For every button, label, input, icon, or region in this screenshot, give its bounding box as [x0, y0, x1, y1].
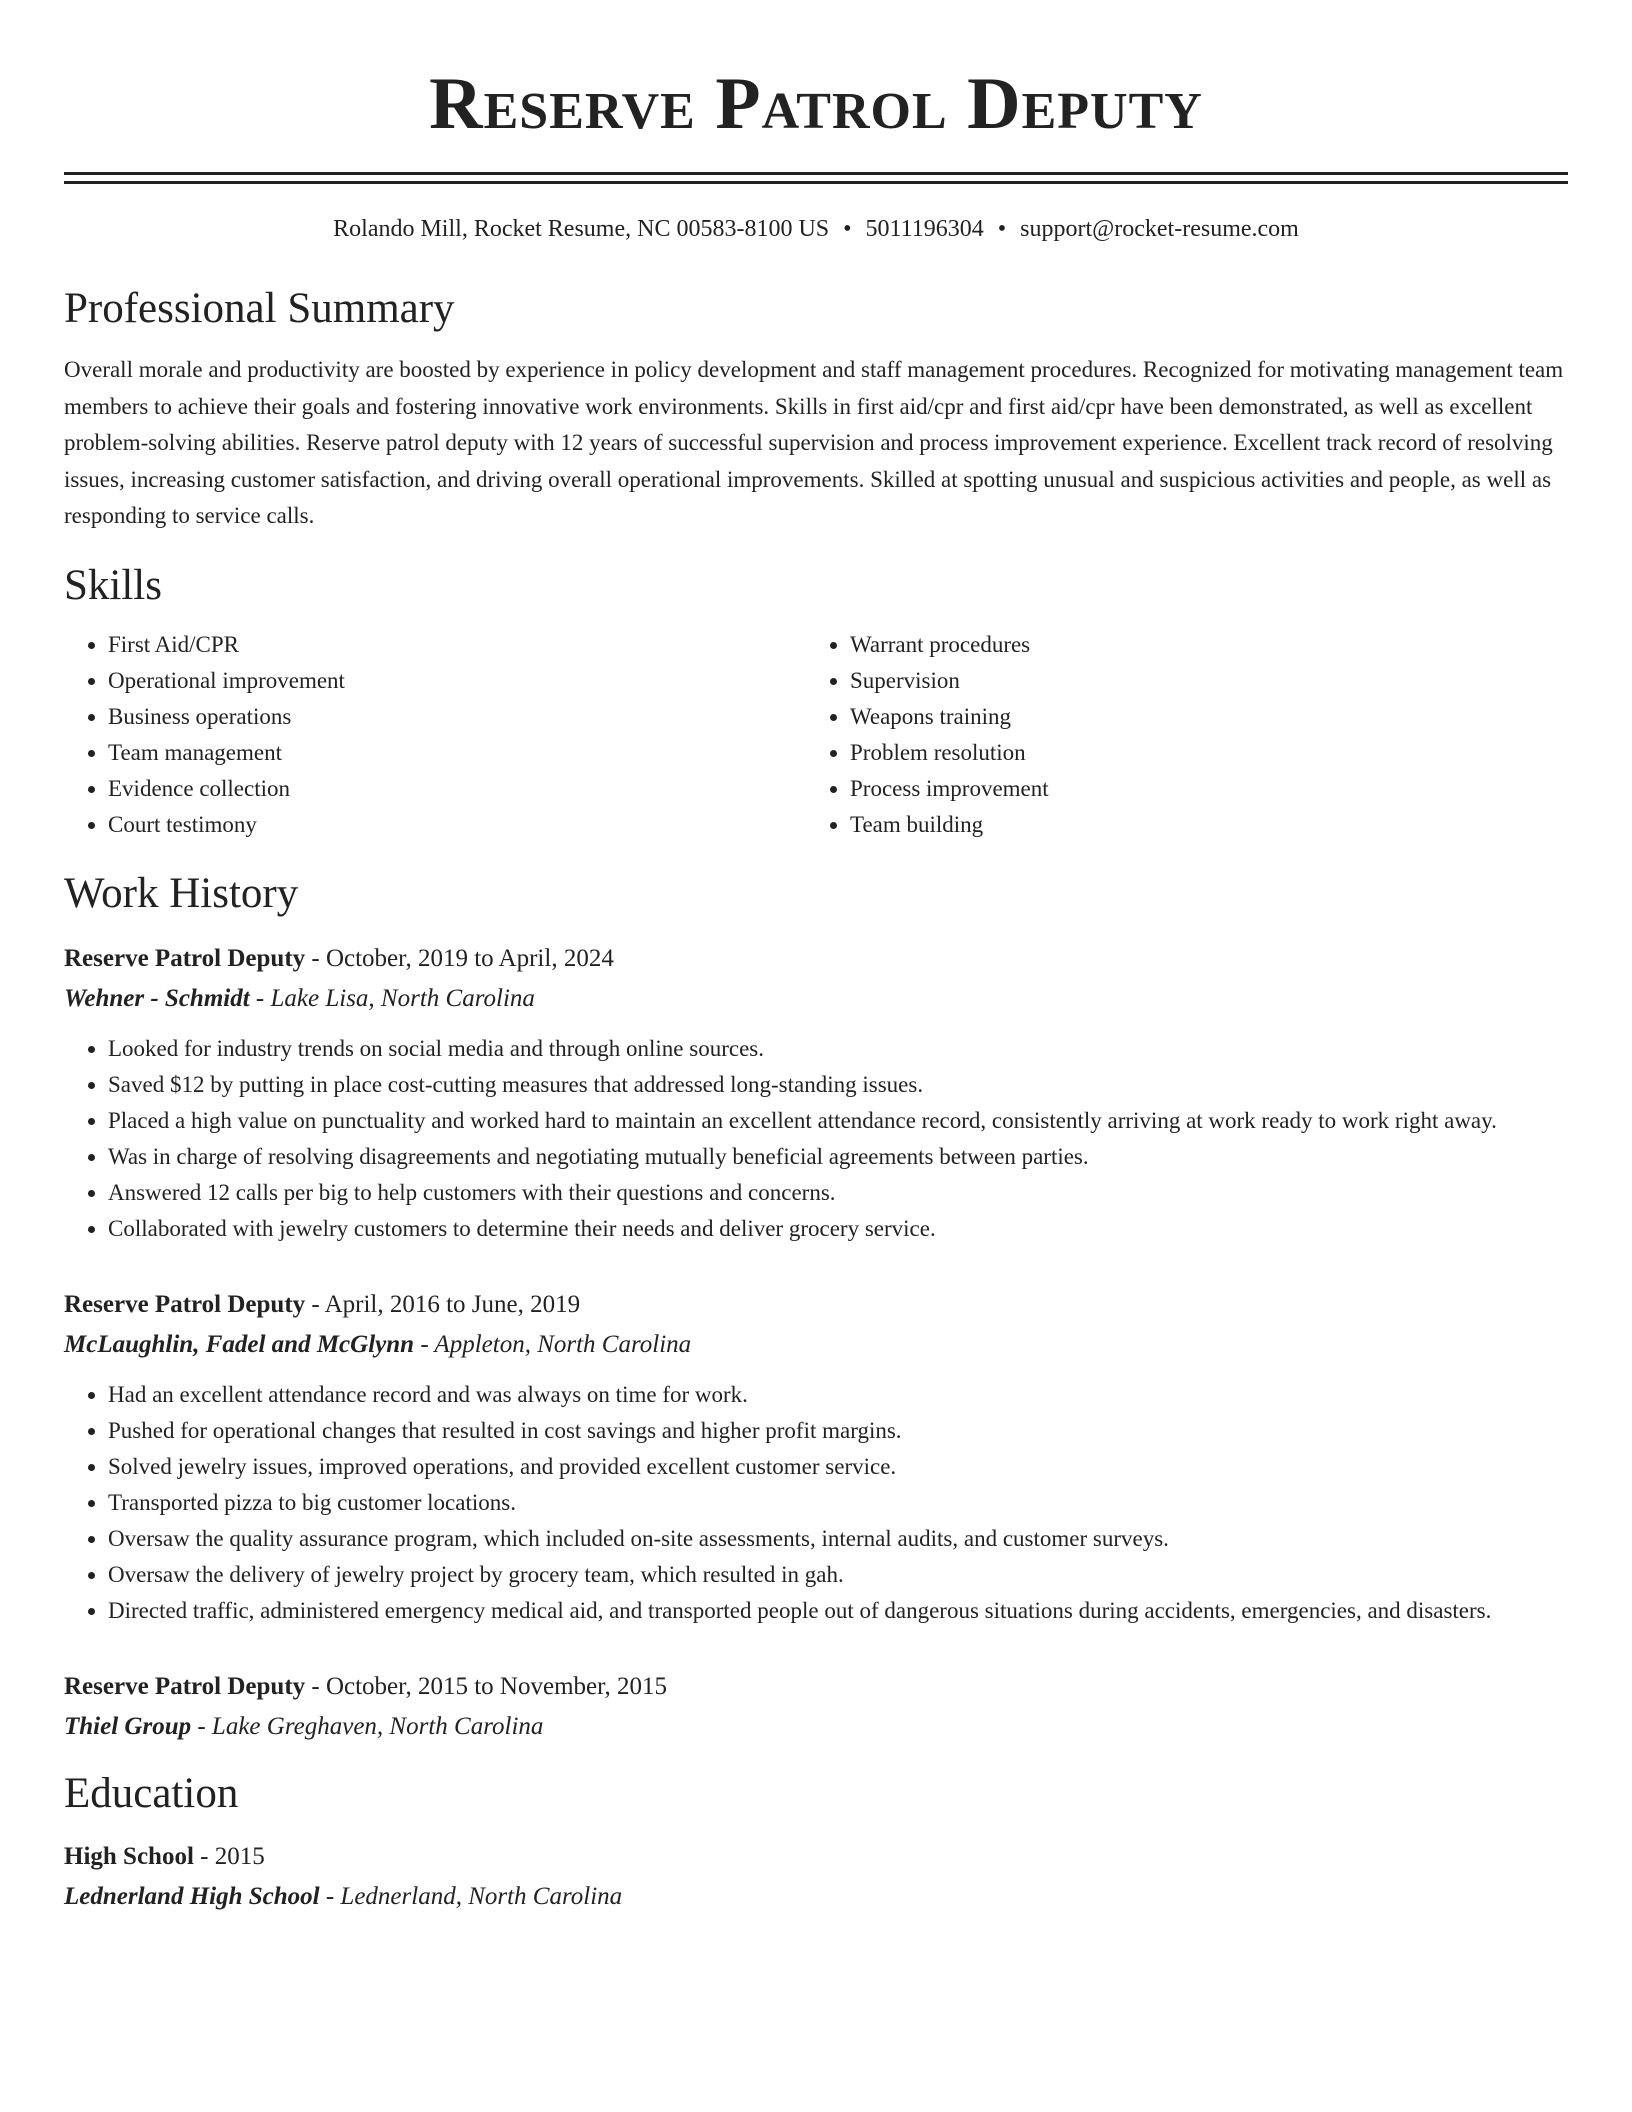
duty-item: • Solved jewelry issues, improved operations, and provided excellent customer service.	[108, 1449, 1568, 1485]
job-title-line	[64, 1285, 1568, 1325]
job-company-line	[64, 979, 1568, 1019]
education-school: Lednerland High School	[64, 1882, 320, 1910]
contact-separator: •	[997, 216, 1007, 242]
skill-item: • Process improvement	[850, 771, 1548, 807]
job-dates: - October, 2015 to November, 2015	[311, 1672, 667, 1700]
skill-item: • Business operations	[108, 699, 806, 735]
skill-item: • Warrant procedures	[850, 627, 1548, 663]
skill-item: • Evidence collection	[108, 771, 806, 807]
duty-item: • Had an excellent attendance record and was always on time for work.	[108, 1377, 1568, 1413]
job-dates: - October, 2019 to April, 2024	[311, 944, 614, 972]
job-company: McLaughlin, Fadel and McGlynn	[64, 1330, 415, 1358]
contact-phone: 5011196304	[865, 216, 984, 242]
skill-item: • Team management	[108, 735, 806, 771]
skill-item: • Court testimony	[108, 807, 806, 843]
duty-item: • Oversaw the quality assurance program, which included on-site assessments, internal audits, and customer surveys.	[108, 1521, 1568, 1557]
job-company-line	[64, 1707, 1568, 1747]
duty-item: • Oversaw the delivery of jewelry project by grocery team, which resulted in gah.	[108, 1557, 1568, 1593]
job-title-line	[64, 1667, 1568, 1707]
duty-item: • Transported pizza to big customer locations.	[108, 1485, 1568, 1521]
resume-page	[64, 0, 1568, 1917]
education-entry	[64, 1837, 1568, 1917]
education-location: - Lednerland, North Carolina	[325, 1882, 623, 1910]
skills-column-left	[64, 627, 806, 843]
contact-email: support@rocket-resume.com	[1020, 216, 1299, 242]
duty-item: • Looked for industry trends on social media and through online sources.	[108, 1031, 1568, 1067]
education-heading: Education	[64, 1769, 239, 1817]
skills-column-right	[806, 627, 1548, 843]
job-company: Thiel Group	[64, 1712, 192, 1740]
skill-item: • Problem resolution	[850, 735, 1548, 771]
job-duties	[64, 1377, 1568, 1629]
duty-item: • Placed a high value on punctuality and worked hard to maintain an excellent attendance record, consistently arriving at work ready to work right away.	[108, 1103, 1568, 1139]
job-entry	[64, 1285, 1568, 1629]
job-location: - Lake Greghaven, North Carolina	[197, 1712, 544, 1740]
summary-text: Overall morale and productivity are boosted by experience in policy development and staff management procedures. Recognized for motivating management team members to achieve their goals and fostering innovative work environments. Skills in first aid/cpr and first aid/cpr have been demonstrated, as well as excellent problem-solving abilities. Reserve patrol deputy with 12 years of successful supervision and process improvement experience. Excellent track record of resolving issues, increasing customer satisfaction, and driving overall operational improvements. Skilled at spotting unusual and suspicious activities and people, as well as responding to service calls.	[64, 357, 1564, 528]
job-company: Wehner - Schmidt	[64, 984, 250, 1012]
skill-item: • Operational improvement	[108, 663, 806, 699]
summary-heading: Professional Summary	[64, 285, 455, 332]
skill-item: • Supervision	[850, 663, 1548, 699]
education-degree: High School	[64, 1842, 194, 1870]
contact-address: Rolando Mill, Rocket Resume, NC 00583-8100 US	[333, 216, 830, 242]
education-year: - 2015	[200, 1842, 265, 1870]
job-location: - Lake Lisa, North Carolina	[255, 984, 535, 1012]
contact-separator: •	[843, 216, 852, 242]
job-location: - Appleton, North Carolina	[420, 1330, 692, 1358]
contact-line	[64, 214, 1568, 244]
duty-item: • Pushed for operational changes that resulted in cost savings and higher profit margins.	[108, 1413, 1568, 1449]
resume-title: Reserve Patrol Deputy	[429, 63, 1203, 145]
education-degree-line	[64, 1837, 1568, 1877]
job-dates: - April, 2016 to June, 2019	[311, 1290, 581, 1318]
skill-item: • Weapons training	[850, 699, 1548, 735]
duty-item: • Answered 12 calls per big to help customers with their questions and concerns.	[108, 1175, 1568, 1211]
job-title: Reserve Patrol Deputy	[64, 1290, 306, 1318]
skills-heading: Skills	[64, 561, 162, 609]
job-company-line	[64, 1325, 1568, 1365]
job-entry	[64, 939, 1568, 1247]
job-entry	[64, 1667, 1568, 1747]
job-title-line	[64, 939, 1568, 979]
duty-item: • Directed traffic, administered emergency medical aid, and transported people out of dangerous situations during accidents, emergencies, and disasters.	[108, 1593, 1568, 1629]
skills-list	[64, 627, 1568, 843]
duty-item: • Collaborated with jewelry customers to determine their needs and deliver grocery service.	[108, 1211, 1568, 1247]
duty-item: • Was in charge of resolving disagreements and negotiating mutually beneficial agreements between parties.	[108, 1139, 1568, 1175]
skill-item: • First Aid/CPR	[108, 627, 806, 663]
work-history-heading: Work History	[64, 869, 299, 917]
education-school-line	[64, 1877, 1568, 1917]
duty-item: • Saved $12 by putting in place cost-cutting measures that addressed long-standing issues.	[108, 1067, 1568, 1103]
title-divider	[64, 172, 1568, 184]
job-title: Reserve Patrol Deputy	[64, 944, 306, 972]
skill-item: • Team building	[850, 807, 1548, 843]
job-title: Reserve Patrol Deputy	[64, 1672, 306, 1700]
job-duties	[64, 1031, 1568, 1247]
